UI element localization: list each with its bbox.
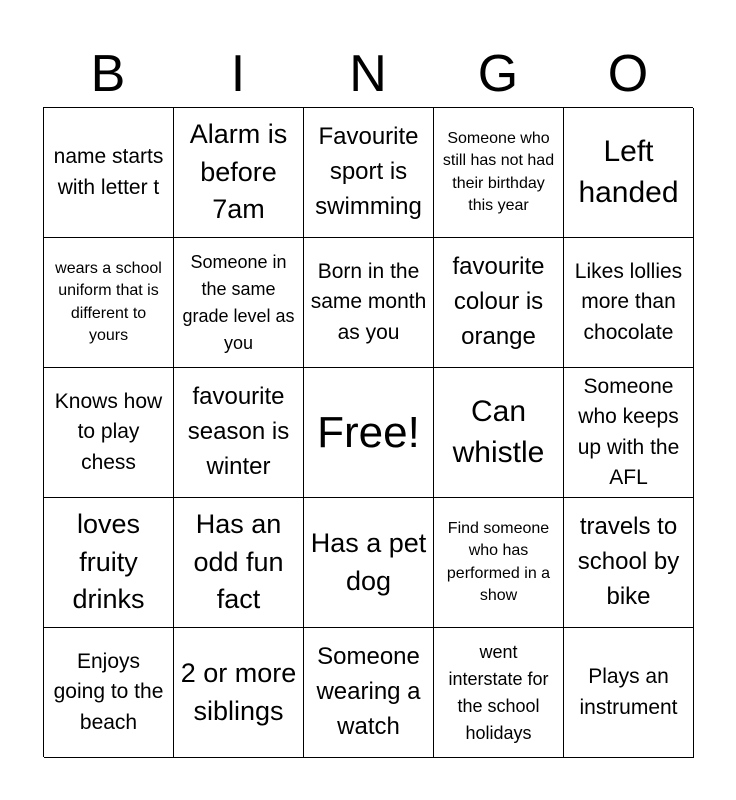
header-letter-n: N	[349, 45, 387, 103]
cell-text: went interstate for the school holidays	[448, 641, 549, 743]
cell-text: Has an odd fun fact	[193, 508, 284, 615]
cell-text: Find someone who has performed in a show	[446, 519, 551, 604]
free-space-text: Free!	[317, 407, 420, 457]
cell-text: Someone who still has not had their birthday this year	[442, 129, 555, 214]
cell-text: Plays an instrument	[579, 665, 678, 719]
cell-text: Favourite sport is swimming	[315, 123, 422, 220]
cell-text: favourite colour is orange	[452, 253, 545, 350]
bingo-cell[interactable]	[564, 368, 694, 498]
header-letter-i: I	[230, 45, 246, 103]
bingo-cell[interactable]	[564, 108, 694, 238]
bingo-cell[interactable]	[304, 628, 434, 758]
bingo-cell[interactable]	[44, 108, 174, 238]
bingo-cell[interactable]	[174, 238, 304, 368]
bingo-board	[43, 107, 693, 757]
bingo-cell[interactable]	[304, 498, 434, 628]
bingo-header	[43, 40, 693, 108]
cell-text: Alarm is before 7am	[189, 118, 288, 225]
cell-text: Enjoys going to the beach	[53, 649, 164, 734]
bingo-cell[interactable]	[44, 368, 174, 498]
bingo-cell[interactable]	[44, 498, 174, 628]
cell-text: favourite season is winter	[187, 383, 290, 480]
header-letter-b: B	[90, 45, 126, 103]
bingo-cell[interactable]	[174, 368, 304, 498]
bingo-cell[interactable]	[564, 628, 694, 758]
cell-text: Someone in the same grade level as you	[182, 251, 295, 353]
bingo-cell[interactable]	[44, 628, 174, 758]
bingo-cell[interactable]	[434, 368, 564, 498]
cell-text: Has a pet dog	[310, 527, 427, 596]
cell-text: wears a school uniform that is different to yours	[55, 259, 162, 344]
bingo-cell[interactable]	[304, 238, 434, 368]
cell-text: loves fruity drinks	[72, 508, 145, 615]
bingo-cell[interactable]	[564, 498, 694, 628]
cell-text: Born in the same month as you	[310, 259, 427, 344]
cell-text: 2 or more siblings	[180, 657, 297, 726]
bingo-cell[interactable]	[564, 238, 694, 368]
cell-text: Knows how to play chess	[54, 389, 163, 474]
header-letter-o: O	[607, 45, 649, 103]
free-space-cell[interactable]	[304, 368, 434, 498]
bingo-cell[interactable]	[304, 108, 434, 238]
cell-text: Likes lollies more than chocolate	[574, 259, 683, 344]
cell-text: Left handed	[578, 135, 679, 209]
cell-text: Someone who keeps up with the AFL	[577, 374, 680, 489]
cell-text: Can whistle	[452, 395, 545, 469]
cell-text: Someone wearing a watch	[316, 643, 421, 740]
bingo-cell[interactable]	[174, 108, 304, 238]
header-letter-g: G	[477, 45, 519, 103]
cell-text: name starts with letter t	[53, 145, 164, 199]
bingo-cell[interactable]	[174, 628, 304, 758]
bingo-cell[interactable]	[434, 628, 564, 758]
bingo-cell[interactable]	[174, 498, 304, 628]
bingo-cell[interactable]	[434, 108, 564, 238]
cell-text: travels to school by bike	[577, 513, 680, 610]
bingo-cell[interactable]	[44, 238, 174, 368]
bingo-cell[interactable]	[434, 238, 564, 368]
bingo-cell[interactable]	[434, 498, 564, 628]
